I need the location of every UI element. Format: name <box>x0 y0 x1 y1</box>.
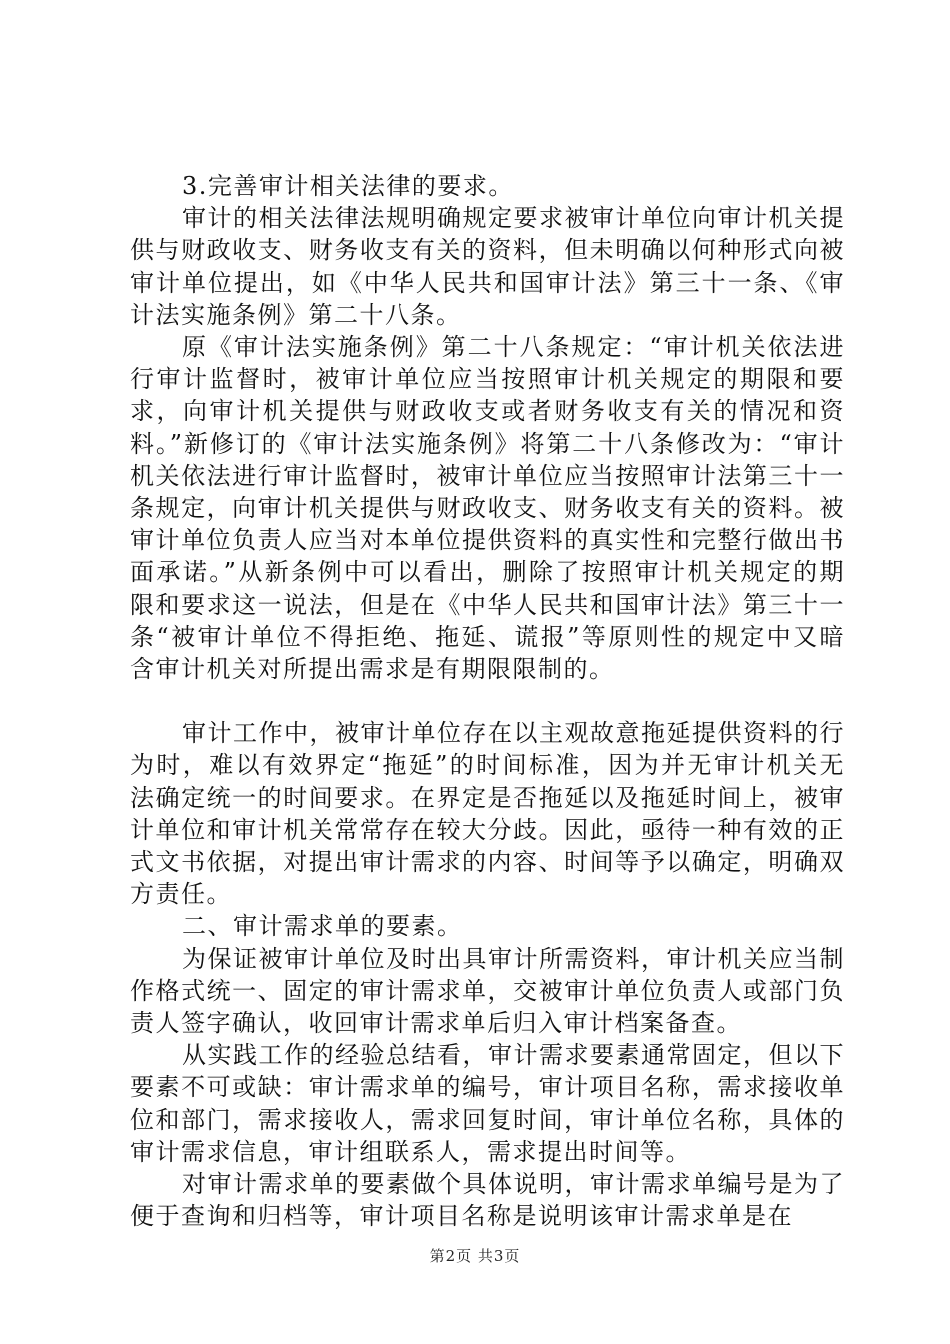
paragraph-element-explanation: 对审计需求单的要素做个具体说明，审计需求单编号是为了便于查询和归档等，审计项目名称是说明该审计需求单是在 <box>130 1170 845 1231</box>
paragraph-delay-standard: 审计工作中，被审计单位存在以主观故意拖延提供资料的行为时，难以有效界定“拖延”的时间标准，因为并无审计机关无法确定统一的时间要求。在界定是否拖延以及拖延时间上，被审计单位和审计机关常常存在较大分歧。因此，亟待一种有效的正式文书依据，对提出审计需求的内容、时间等予以确定，明确双方责任。 <box>130 719 845 909</box>
paragraph-required-elements: 从实践工作的经验总结看，审计需求要素通常固定，但以下要素不可或缺：审计需求单的编号，审计项目名称，需求接收单位和部门，需求接收人，需求回复时间，审计单位名称，具体的审计需求信息，审计组联系人，需求提出时间等。 <box>130 1041 845 1166</box>
paragraph-regulation-article-28: 原《审计法实施条例》第二十八条规定：“审计机关依法进行审计监督时，被审计单位应当按照审计机关规定的期限和要求，向审计机关提供与财政收支或者财务收支有关的情况和资料。”新修订的《审计法实施条例》将第二十八条修改为：“审计机关依法进行审计监督时，被审计单位应当按照审计法第三十一条规定，向审计机关提供与财政收支、财务收支有关的资料。被审计单位负责人应当对本单位提供资料的真实性和完整行做出书面承诺。”从新条例中可以看出，删除了按照审计机关规定的期限和要求这一说法，但是在《中华人民共和国审计法》第三十一条“被审计单位不得拒绝、拖延、谎报”等原则性的规定中又暗含审计机关对所提出需求是有期限限制的。 <box>130 333 845 684</box>
paragraph-legal-requirements: 审计的相关法律法规明确规定要求被审计单位向审计机关提供与财政收支、财务收支有关的资料，但未明确以何种形式向被审计单位提出，如《中华人民共和国审计法》第三十一条、《审计法实施条例》第二十八条。 <box>130 204 845 329</box>
section-heading-2: 二、审计需求单的要素。 <box>182 912 463 941</box>
section-heading-3: 3.完善审计相关法律的要求。 <box>182 172 514 200</box>
paragraph-demand-form: 为保证被审计单位及时出具审计所需资料，审计机关应当制作格式统一、固定的审计需求单，交被审计单位负责人或部门负责人签字确认，收回审计需求单后归入审计档案备查。 <box>130 944 845 1038</box>
paragraph-spacer <box>130 685 845 717</box>
page-number-footer: 第2页 共3页 <box>429 1247 521 1265</box>
document-body <box>130 170 845 1233</box>
